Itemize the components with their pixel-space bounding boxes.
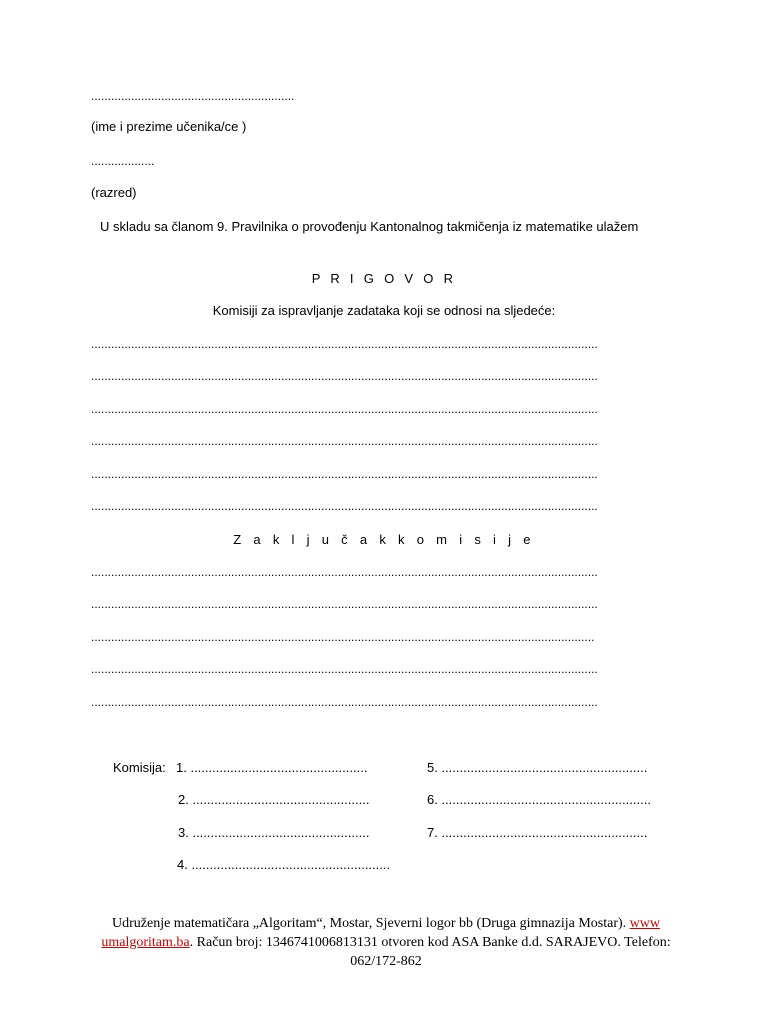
- complaint-line: ........................................................................................................................................................: [91, 467, 598, 481]
- conclusion-line: .......................................................................................................................................................: [91, 630, 595, 644]
- commission-member: 2. .................................................: [178, 792, 370, 807]
- website-link[interactable]: www umalgoritam.ba: [101, 916, 660, 950]
- conclusion-line: ........................................................................................................................................................: [91, 597, 598, 611]
- commission-member: 3. .................................................: [178, 825, 370, 840]
- document-title: P R I G O V O R: [311, 271, 457, 286]
- complaint-line: ........................................................................................................................................................: [91, 337, 598, 351]
- student-name-blank: .............................................................: [91, 89, 295, 103]
- commission-member: 5. .........................................................: [427, 760, 648, 775]
- commission-member: 4. .......................................................: [177, 857, 391, 872]
- commission-label: Komisija:: [113, 760, 166, 775]
- footer-text-before: Udruženje matematičara „Algoritam“, Mostar, Sjeverni logor bb (Druga gimnazija Mostar).: [112, 916, 630, 931]
- commission-member: 1. .................................................: [176, 760, 368, 775]
- intro-paragraph: U skladu sa članom 9. Pravilnika o provođenju Kantonalnog takmičenja iz matematike ulažem: [100, 219, 639, 234]
- class-label: (razred): [91, 185, 137, 200]
- complaint-line: ........................................................................................................................................................: [91, 369, 598, 383]
- conclusion-title: Z a k l j u č a k k o m i s i j e: [233, 532, 535, 547]
- complaint-line: ........................................................................................................................................................: [91, 402, 598, 416]
- complaint-line: ........................................................................................................................................................: [91, 434, 598, 448]
- footer: [91, 914, 681, 971]
- document-subtitle: Komisiji za ispravljanje zadataka koji se odnosi na sljedeće:: [212, 303, 556, 318]
- commission-member: 7. .........................................................: [427, 825, 648, 840]
- conclusion-line: ........................................................................................................................................................: [91, 565, 598, 579]
- student-name-label: (ime i prezime učenika/ce ): [91, 119, 247, 134]
- commission-member: 6. ..........................................................: [427, 792, 651, 807]
- conclusion-line: ........................................................................................................................................................: [91, 662, 598, 676]
- class-blank: ...................: [91, 154, 155, 168]
- conclusion-line: ........................................................................................................................................................: [91, 695, 598, 709]
- complaint-line: ........................................................................................................................................................: [91, 499, 598, 513]
- footer-text-after: . Račun broj: 1346741006813131 otvoren kod ASA Banke d.d. SARAJEVO. Telefon: 062/172-862: [189, 935, 671, 969]
